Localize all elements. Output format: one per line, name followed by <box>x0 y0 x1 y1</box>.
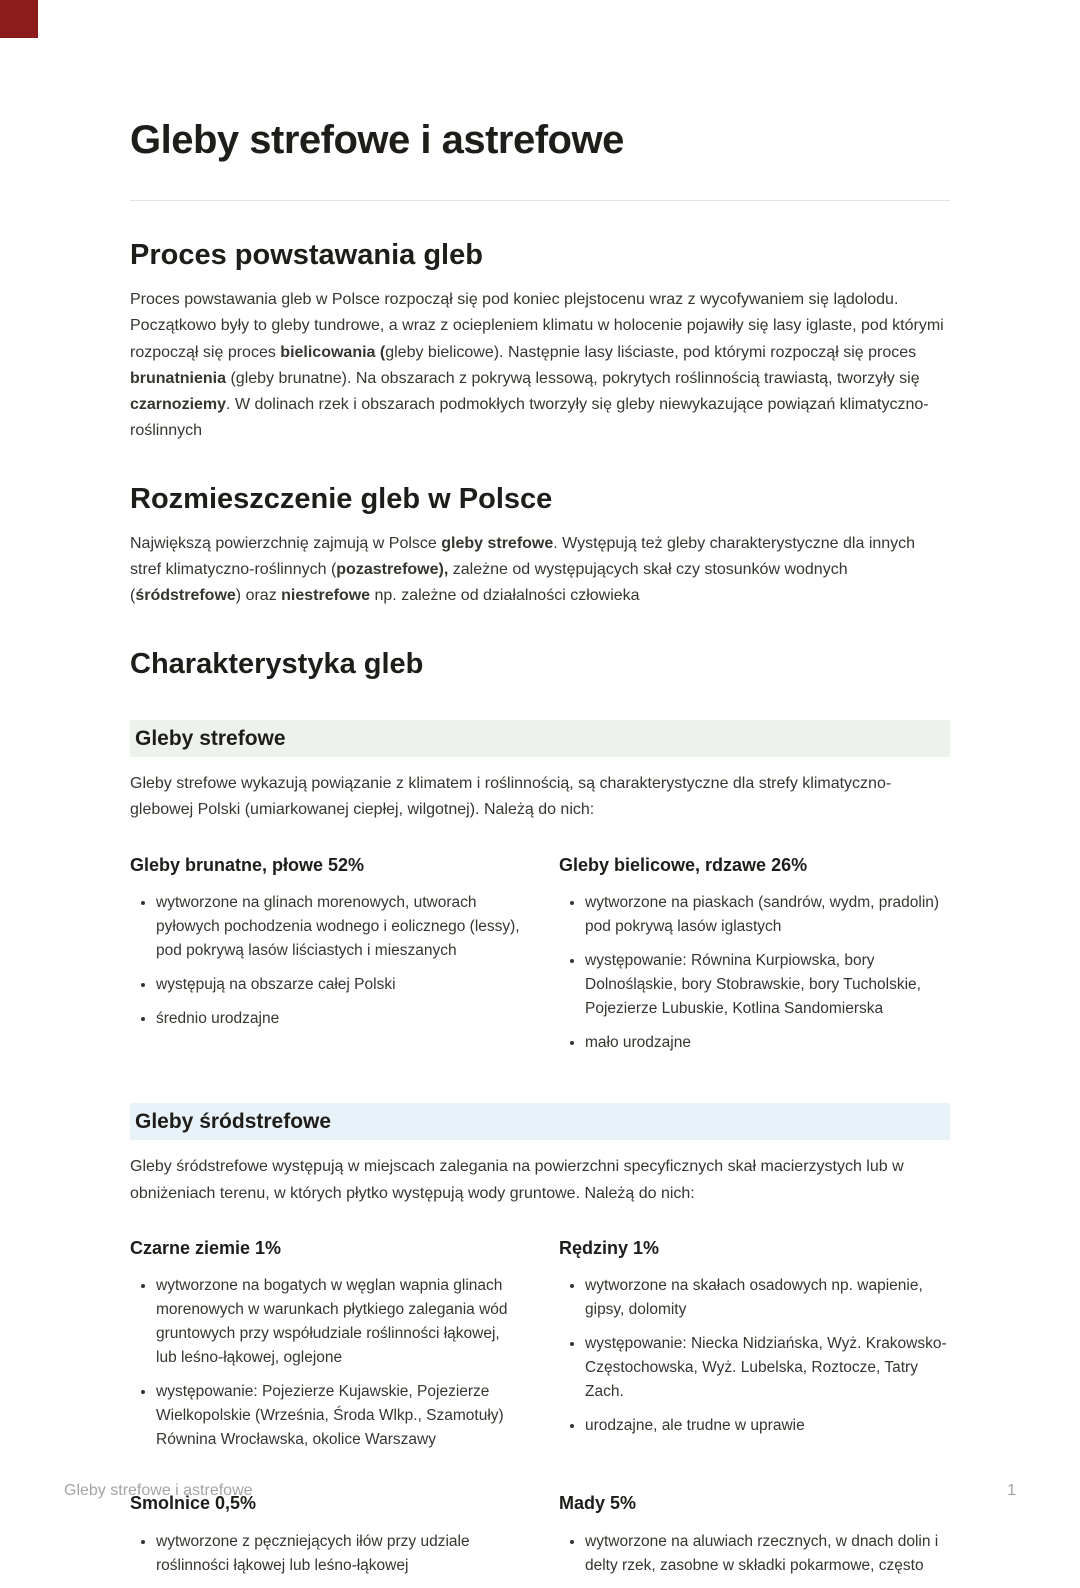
document-page <box>130 0 950 1588</box>
title-divider <box>130 200 950 201</box>
bullet-list <box>559 1530 950 1578</box>
soil-card-heading: Gleby brunatne, płowe 52% <box>130 854 365 875</box>
list-item: • występowanie: Pojezierze Kujawskie, Pojezierze Wielkopolskie (Września, Środa Wlkp., Szamotuły) Równina Wrocławska, okolice Warszawy <box>156 1380 521 1452</box>
subsection-heading-gleby-strefowe: Gleby strefowe <box>130 720 950 757</box>
list-item: • średnio urodzajne <box>156 1007 521 1031</box>
list-item: • wytworzone na piaskach (sandrów, wydm, pradolin) pod pokrywą lasów iglastych <box>585 891 950 939</box>
list-item: • występują na obszarze całej Polski <box>156 973 521 997</box>
footer-page-number: 1 <box>1007 1482 1016 1499</box>
list-item: • urodzajne, ale trudne w uprawie <box>585 1414 950 1438</box>
soil-card-smolnice <box>130 1492 521 1587</box>
list-item: • mało urodzajne <box>585 1031 950 1055</box>
subsection-heading-gleby-srodstrefowe: Gleby śródstrefowe <box>130 1103 950 1140</box>
corner-marker <box>0 0 38 38</box>
footer-document-title: Gleby strefowe i astrefowe <box>64 1482 253 1499</box>
soil-card-heading: Rędziny 1% <box>559 1237 660 1258</box>
bullet-list <box>130 891 521 1031</box>
section-rozmieszczenie <box>130 481 950 610</box>
page-footer <box>0 1482 1080 1500</box>
soil-card-redziny <box>559 1237 950 1448</box>
srodstrefowe-columns <box>130 1237 950 1588</box>
soil-card-bielicowe <box>559 854 950 1065</box>
soil-card-heading: Mady 5% <box>559 1493 637 1514</box>
section-proces-powstawania <box>130 237 950 445</box>
soil-card-brunatne <box>130 854 521 1041</box>
list-item: • wytworzone na glinach morenowych, utworach pyłowych pochodzenia wodnego i eolicznego (lessy), pod pokrywą lasów liściastych i mieszanych <box>156 891 521 963</box>
list-item: • wytworzone na aluwiach rzecznych, w dnach dolin i delty rzek, zasobne w składki pokarmowe, często <box>585 1530 950 1578</box>
section-charakterystyka <box>130 646 950 1588</box>
list-item: • wytworzone na skałach osadowych np. wapienie, gipsy, dolomity <box>585 1274 950 1322</box>
list-item: • występowanie: Niecka Nidziańska, Wyż. Krakowsko-Częstochowska, Wyż. Lubelska, Roztocze, Tatry Zach. <box>585 1332 950 1404</box>
bullet-list <box>559 891 950 1055</box>
list-item: • występowanie: Równina Kurpiowska, bory Dolnośląskie, bory Stobrawskie, bory Tucholskie, Pojezierze Lubuskie, Kotlina Sandomierska <box>585 949 950 1021</box>
section-heading-proces: Proces powstawania gleb <box>130 239 483 271</box>
strefowe-columns <box>130 854 950 1065</box>
page-title: Gleby strefowe i astrefowe <box>130 118 624 162</box>
paragraph-gleby-srodstrefowe: Gleby śródstrefowe występują w miejscach zalegania na powierzchni specyficznych skał macierzystych lub w obniżeniach terenu, w których płytko występują wody gruntowe. Należą do nich: <box>130 1158 904 1202</box>
paragraph-proces: Proces powstawania gleb w Polsce rozpoczął się pod koniec plejstocenu wraz z wycofywaniem się lądolodu. Początkowo były to gleby tundrowe, a wraz z ociepleniem klimatu w holocenie pojawiły się lasy iglaste, pod którymi rozpoczął się proces bielicowania (gleby bielicowe). Następnie lasy liściaste, pod którymi rozpoczął się proces brunatnienia (gleby brunatne). Na obszarach z pokrywą lessową, pokrytych roślinnością trawiastą, tworzyły się czarnoziemy. W dolinach rzek i obszarach podmokłych tworzyły się gleby niewykazujące powiązań klimatyczno-roślinnych <box>130 291 944 440</box>
list-item: • wytworzone z pęczniejących iłów przy udziale roślinności łąkowej lub leśno-łąkowej <box>156 1530 521 1578</box>
bullet-list <box>130 1530 521 1578</box>
soil-card-heading: Smolnice 0,5% <box>130 1493 257 1514</box>
paragraph-rozmieszczenie: Największą powierzchnię zajmują w Polsce gleby strefowe. Występują też gleby charakterystyczne dla innych stref klimatyczno-roślinnych (pozastrefowe), zależne od występujących skał czy stosunków wodnych (śródstrefowe) oraz niestrefowe np. zależne od działalności człowieka <box>130 534 916 605</box>
soil-card-czarne-ziemie <box>130 1237 521 1463</box>
soil-card-heading: Czarne ziemie 1% <box>130 1237 282 1258</box>
bullet-list <box>130 1274 521 1452</box>
bullet-list <box>559 1274 950 1438</box>
soil-card-heading: Gleby bielicowe, rdzawe 26% <box>559 854 808 875</box>
soil-card-mady <box>559 1492 950 1587</box>
paragraph-gleby-strefowe: Gleby strefowe wykazują powiązanie z klimatem i roślinnością, są charakterystyczne dla strefy klimatyczno-glebowej Polski (umiarkowanej ciepłej, wilgotnej). Należą do nich: <box>130 775 892 819</box>
section-heading-charakterystyka: Charakterystyka gleb <box>130 647 424 680</box>
section-heading-rozmieszczenie: Rozmieszczenie gleb w Polsce <box>130 482 553 515</box>
list-item: • wytworzone na bogatych w węglan wapnia glinach morenowych w warunkach płytkiego zalegania wód gruntowych przy współudziale roślinności łąkowej, lub leśno-łąkowej, oglejone <box>156 1274 521 1370</box>
